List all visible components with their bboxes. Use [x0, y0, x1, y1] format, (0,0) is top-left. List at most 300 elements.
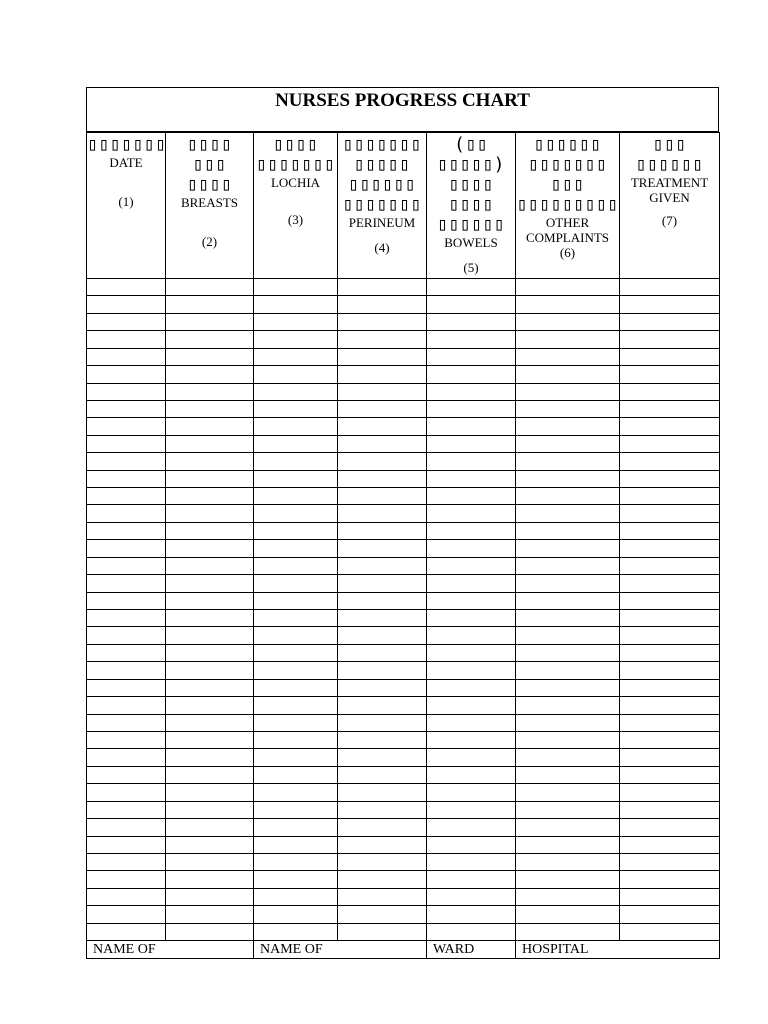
- table-row: [87, 331, 720, 348]
- entry-cell[interactable]: [87, 819, 166, 836]
- entry-cell[interactable]: [427, 348, 516, 365]
- entry-cell[interactable]: [427, 400, 516, 417]
- entry-cell[interactable]: [338, 522, 427, 539]
- entry-cell[interactable]: [620, 766, 720, 783]
- entry-cell[interactable]: [87, 644, 166, 661]
- entry-cell[interactable]: [254, 610, 338, 627]
- entry-cell[interactable]: [166, 836, 254, 853]
- table-row: [87, 296, 720, 313]
- entry-cell[interactable]: [254, 697, 338, 714]
- native-label: (▯▯ ▯▯▯▯▯) ▯▯▯▯ ▯▯▯▯ ▯▯▯▯▯▯: [436, 134, 506, 235]
- entry-cell[interactable]: [166, 522, 254, 539]
- entry-cell[interactable]: [166, 592, 254, 609]
- entry-cell[interactable]: [516, 731, 620, 748]
- entry-cell[interactable]: [620, 575, 720, 592]
- entry-cell[interactable]: [620, 400, 720, 417]
- entry-cell[interactable]: [338, 766, 427, 783]
- entry-cell[interactable]: [620, 610, 720, 627]
- entry-cell[interactable]: [254, 592, 338, 609]
- entry-cell[interactable]: [427, 435, 516, 452]
- entry-cell[interactable]: [87, 592, 166, 609]
- entry-cell[interactable]: [254, 296, 338, 313]
- entry-cell[interactable]: [87, 836, 166, 853]
- entry-cell[interactable]: [516, 610, 620, 627]
- entry-cell[interactable]: [338, 644, 427, 661]
- entry-cell[interactable]: [516, 279, 620, 296]
- table-row: [87, 313, 720, 330]
- entry-cell[interactable]: [87, 400, 166, 417]
- table-row: [87, 557, 720, 574]
- entry-cell[interactable]: [254, 853, 338, 870]
- entry-cell[interactable]: [254, 888, 338, 905]
- entry-cell[interactable]: [516, 557, 620, 574]
- entry-cell[interactable]: [516, 313, 620, 330]
- entry-cell[interactable]: [516, 888, 620, 905]
- entry-cell[interactable]: [166, 888, 254, 905]
- entry-cell[interactable]: [620, 644, 720, 661]
- entry-cell[interactable]: [427, 610, 516, 627]
- entry-cell[interactable]: [87, 383, 166, 400]
- entry-cell[interactable]: [87, 557, 166, 574]
- entry-cell[interactable]: [87, 853, 166, 870]
- entry-cell[interactable]: [254, 644, 338, 661]
- entry-cell[interactable]: [166, 923, 254, 940]
- entry-cell[interactable]: [338, 453, 427, 470]
- entry-cell[interactable]: [620, 313, 720, 330]
- entry-cell[interactable]: [620, 470, 720, 487]
- entry-cell[interactable]: [166, 400, 254, 417]
- entry-cell[interactable]: [338, 592, 427, 609]
- entry-cell[interactable]: [87, 540, 166, 557]
- entry-cell[interactable]: [166, 418, 254, 435]
- entry-cell[interactable]: [338, 279, 427, 296]
- entry-cell[interactable]: [254, 836, 338, 853]
- entry-cell[interactable]: [166, 313, 254, 330]
- entry-cell[interactable]: [427, 662, 516, 679]
- entry-cell[interactable]: [338, 557, 427, 574]
- entry-cell[interactable]: [516, 923, 620, 940]
- entry-cell[interactable]: [338, 610, 427, 627]
- entry-cell[interactable]: [87, 575, 166, 592]
- entry-cell[interactable]: [254, 366, 338, 383]
- entry-cell[interactable]: [87, 453, 166, 470]
- entry-cell[interactable]: [338, 470, 427, 487]
- entry-cell[interactable]: [620, 383, 720, 400]
- entry-cell[interactable]: [254, 488, 338, 505]
- entry-cell[interactable]: [87, 766, 166, 783]
- entry-cell[interactable]: [254, 714, 338, 731]
- entry-cell[interactable]: [427, 488, 516, 505]
- entry-cell[interactable]: [87, 871, 166, 888]
- entry-cell[interactable]: [254, 522, 338, 539]
- entry-cell[interactable]: [254, 906, 338, 923]
- entry-cell[interactable]: [254, 470, 338, 487]
- entry-cell[interactable]: [87, 923, 166, 940]
- entry-cell[interactable]: [338, 714, 427, 731]
- entry-cell[interactable]: [166, 644, 254, 661]
- entry-cell[interactable]: [254, 575, 338, 592]
- entry-cell[interactable]: [254, 505, 338, 522]
- entry-cell[interactable]: [620, 836, 720, 853]
- entry-cell[interactable]: [427, 331, 516, 348]
- entry-cell[interactable]: [338, 749, 427, 766]
- entry-cell[interactable]: [338, 313, 427, 330]
- entry-cell[interactable]: [338, 836, 427, 853]
- entry-cell[interactable]: [338, 853, 427, 870]
- entry-cell[interactable]: [427, 470, 516, 487]
- entry-cell[interactable]: [166, 906, 254, 923]
- entry-cell[interactable]: [87, 522, 166, 539]
- entry-cell[interactable]: [620, 522, 720, 539]
- entry-cell[interactable]: [427, 923, 516, 940]
- entry-cell[interactable]: [166, 435, 254, 452]
- entry-cell[interactable]: [87, 714, 166, 731]
- entry-cell[interactable]: [427, 784, 516, 801]
- entry-cell[interactable]: [516, 435, 620, 452]
- entry-cell[interactable]: [516, 331, 620, 348]
- entry-cell[interactable]: [516, 418, 620, 435]
- entry-cell[interactable]: [516, 766, 620, 783]
- entry-cell[interactable]: [427, 697, 516, 714]
- entry-cell[interactable]: [427, 383, 516, 400]
- entry-cell[interactable]: [166, 697, 254, 714]
- footer-name-of-1[interactable]: NAME OF: [87, 941, 254, 959]
- entry-cell[interactable]: [87, 749, 166, 766]
- entry-cell[interactable]: [620, 749, 720, 766]
- table-row: [87, 906, 720, 923]
- entry-cell[interactable]: [620, 731, 720, 748]
- entry-cell[interactable]: [338, 784, 427, 801]
- entry-cell[interactable]: [427, 540, 516, 557]
- entry-cell[interactable]: [427, 766, 516, 783]
- entry-cell[interactable]: [254, 923, 338, 940]
- entry-cell[interactable]: [338, 679, 427, 696]
- entry-cell[interactable]: [166, 296, 254, 313]
- entry-cell[interactable]: [87, 366, 166, 383]
- entry-cell[interactable]: [254, 784, 338, 801]
- entry-cell[interactable]: [87, 505, 166, 522]
- entry-cell[interactable]: [427, 418, 516, 435]
- entry-cell[interactable]: [516, 470, 620, 487]
- entry-cell[interactable]: [166, 505, 254, 522]
- entry-cell[interactable]: [620, 279, 720, 296]
- entry-cell[interactable]: [516, 801, 620, 818]
- table-row: [87, 749, 720, 766]
- entry-cell[interactable]: [516, 592, 620, 609]
- entry-cell[interactable]: [620, 888, 720, 905]
- entry-cell[interactable]: [338, 488, 427, 505]
- table-row: [87, 488, 720, 505]
- entry-cell[interactable]: [254, 348, 338, 365]
- entry-cell[interactable]: [166, 383, 254, 400]
- entry-cell[interactable]: [166, 331, 254, 348]
- entry-cell[interactable]: [87, 331, 166, 348]
- entry-cell[interactable]: [620, 714, 720, 731]
- entry-cell[interactable]: [87, 627, 166, 644]
- table-row: [87, 400, 720, 417]
- entry-cell[interactable]: [338, 296, 427, 313]
- entry-cell[interactable]: [427, 871, 516, 888]
- entry-cell[interactable]: [338, 540, 427, 557]
- entry-cell[interactable]: [338, 871, 427, 888]
- entry-cell[interactable]: [338, 366, 427, 383]
- entry-cell[interactable]: [166, 819, 254, 836]
- entry-cell[interactable]: [620, 697, 720, 714]
- entry-cell[interactable]: [620, 923, 720, 940]
- entry-cell[interactable]: [87, 470, 166, 487]
- entry-cell[interactable]: [166, 366, 254, 383]
- entry-cell[interactable]: [254, 627, 338, 644]
- entry-cell[interactable]: [620, 853, 720, 870]
- footer-ward[interactable]: WARD: [427, 941, 516, 959]
- entry-cell[interactable]: [254, 279, 338, 296]
- entry-cell[interactable]: [166, 784, 254, 801]
- entry-cell[interactable]: [254, 731, 338, 748]
- entry-cell[interactable]: [87, 488, 166, 505]
- entry-cell[interactable]: [620, 627, 720, 644]
- table-row: [87, 731, 720, 748]
- entry-cell[interactable]: [516, 348, 620, 365]
- entry-cell[interactable]: [427, 575, 516, 592]
- entry-cell[interactable]: [338, 435, 427, 452]
- entry-cell[interactable]: [620, 366, 720, 383]
- column-header-breasts: [166, 133, 254, 279]
- entry-cell[interactable]: [516, 749, 620, 766]
- footer-row: [87, 941, 720, 959]
- table-row: [87, 435, 720, 452]
- native-label: ▯▯▯▯▯▯ ▯▯▯▯▯▯▯ ▯▯▯ ▯▯▯▯▯▯▯▯▯: [516, 134, 619, 215]
- entry-cell[interactable]: [254, 766, 338, 783]
- page-title: NURSES PROGRESS CHART: [275, 90, 530, 111]
- entry-cell[interactable]: [427, 592, 516, 609]
- entry-cell[interactable]: [87, 697, 166, 714]
- entry-cell[interactable]: [620, 592, 720, 609]
- entry-cell[interactable]: [427, 453, 516, 470]
- column-header-bowels: [427, 133, 516, 279]
- entry-cell[interactable]: [166, 731, 254, 748]
- entry-cell[interactable]: [620, 540, 720, 557]
- entry-cell[interactable]: [427, 888, 516, 905]
- entry-cell[interactable]: [516, 662, 620, 679]
- entry-cell[interactable]: [338, 697, 427, 714]
- native-label: ▯▯▯▯▯▯▯ ▯▯▯▯▯ ▯▯▯▯▯▯ ▯▯▯▯▯▯▯: [342, 134, 422, 215]
- entry-cell[interactable]: [254, 871, 338, 888]
- entry-cell[interactable]: [87, 784, 166, 801]
- entry-cell[interactable]: [166, 662, 254, 679]
- entry-cell[interactable]: [254, 400, 338, 417]
- entry-cell[interactable]: [166, 575, 254, 592]
- table-row: [87, 714, 720, 731]
- entry-cell[interactable]: [166, 714, 254, 731]
- entry-cell[interactable]: [427, 644, 516, 661]
- entry-rows: [87, 279, 720, 941]
- entry-cell[interactable]: [620, 348, 720, 365]
- entry-cell[interactable]: [427, 296, 516, 313]
- entry-cell[interactable]: [87, 888, 166, 905]
- table-row: [87, 348, 720, 365]
- entry-cell[interactable]: [427, 557, 516, 574]
- entry-cell[interactable]: [516, 836, 620, 853]
- entry-cell[interactable]: [620, 819, 720, 836]
- entry-cell[interactable]: [166, 679, 254, 696]
- table-row: [87, 418, 720, 435]
- entry-cell[interactable]: [620, 662, 720, 679]
- entry-cell[interactable]: [427, 749, 516, 766]
- entry-cell[interactable]: [254, 749, 338, 766]
- entry-cell[interactable]: [516, 644, 620, 661]
- entry-cell[interactable]: [254, 819, 338, 836]
- entry-cell[interactable]: [338, 906, 427, 923]
- entry-cell[interactable]: [516, 627, 620, 644]
- entry-cell[interactable]: [254, 383, 338, 400]
- entry-cell[interactable]: [516, 522, 620, 539]
- entry-cell[interactable]: [620, 296, 720, 313]
- entry-cell[interactable]: [516, 853, 620, 870]
- entry-cell[interactable]: [516, 819, 620, 836]
- entry-cell[interactable]: [338, 400, 427, 417]
- entry-cell[interactable]: [620, 453, 720, 470]
- entry-cell[interactable]: [516, 784, 620, 801]
- entry-cell[interactable]: [87, 906, 166, 923]
- entry-cell[interactable]: [166, 470, 254, 487]
- entry-cell[interactable]: [338, 888, 427, 905]
- column-number: (2): [201, 234, 218, 249]
- entry-cell[interactable]: [87, 662, 166, 679]
- entry-cell[interactable]: [87, 296, 166, 313]
- table-row: [87, 627, 720, 644]
- entry-cell[interactable]: [338, 923, 427, 940]
- entry-cell[interactable]: [338, 383, 427, 400]
- entry-cell[interactable]: [338, 331, 427, 348]
- entry-cell[interactable]: [87, 279, 166, 296]
- entry-cell[interactable]: [338, 348, 427, 365]
- entry-cell[interactable]: [427, 714, 516, 731]
- entry-cell[interactable]: [338, 662, 427, 679]
- entry-cell[interactable]: [427, 819, 516, 836]
- entry-cell[interactable]: [338, 418, 427, 435]
- entry-cell[interactable]: [427, 279, 516, 296]
- entry-cell[interactable]: [254, 313, 338, 330]
- entry-cell[interactable]: [620, 435, 720, 452]
- entry-cell[interactable]: [254, 453, 338, 470]
- entry-cell[interactable]: [620, 505, 720, 522]
- entry-cell[interactable]: [516, 871, 620, 888]
- entry-cell[interactable]: [254, 679, 338, 696]
- entry-cell[interactable]: [516, 296, 620, 313]
- entry-cell[interactable]: [427, 313, 516, 330]
- entry-cell[interactable]: [166, 348, 254, 365]
- entry-cell[interactable]: [166, 801, 254, 818]
- entry-cell[interactable]: [516, 697, 620, 714]
- entry-cell[interactable]: [254, 801, 338, 818]
- entry-cell[interactable]: [254, 331, 338, 348]
- column-number: (4): [374, 240, 390, 255]
- footer-hospital[interactable]: HOSPITAL: [516, 941, 720, 959]
- entry-cell[interactable]: [516, 679, 620, 696]
- entry-cell[interactable]: [166, 279, 254, 296]
- entry-cell[interactable]: [166, 453, 254, 470]
- entry-cell[interactable]: [166, 540, 254, 557]
- entry-cell[interactable]: [87, 313, 166, 330]
- entry-cell[interactable]: [338, 627, 427, 644]
- entry-cell[interactable]: [338, 801, 427, 818]
- entry-cell[interactable]: [516, 366, 620, 383]
- entry-cell[interactable]: [338, 505, 427, 522]
- entry-cell[interactable]: [516, 453, 620, 470]
- entry-cell[interactable]: [620, 801, 720, 818]
- entry-cell[interactable]: [620, 679, 720, 696]
- entry-cell[interactable]: [338, 819, 427, 836]
- column-number: (5): [463, 260, 479, 275]
- entry-cell[interactable]: [620, 784, 720, 801]
- entry-cell[interactable]: [620, 871, 720, 888]
- entry-cell[interactable]: [516, 488, 620, 505]
- entry-cell[interactable]: [427, 801, 516, 818]
- entry-cell[interactable]: [427, 853, 516, 870]
- table-row: [87, 766, 720, 783]
- entry-cell[interactable]: [516, 540, 620, 557]
- entry-cell[interactable]: [620, 488, 720, 505]
- entry-cell[interactable]: [254, 435, 338, 452]
- entry-cell[interactable]: [166, 488, 254, 505]
- entry-cell[interactable]: [166, 627, 254, 644]
- entry-cell[interactable]: [87, 418, 166, 435]
- entry-cell[interactable]: [166, 871, 254, 888]
- entry-cell[interactable]: [166, 610, 254, 627]
- entry-cell[interactable]: [427, 836, 516, 853]
- entry-cell[interactable]: [516, 383, 620, 400]
- entry-cell[interactable]: [427, 522, 516, 539]
- entry-cell[interactable]: [87, 731, 166, 748]
- entry-cell[interactable]: [166, 853, 254, 870]
- entry-cell[interactable]: [166, 766, 254, 783]
- entry-cell[interactable]: [87, 679, 166, 696]
- entry-cell[interactable]: [427, 366, 516, 383]
- footer-name-of-2[interactable]: NAME OF: [254, 941, 427, 959]
- table-row: [87, 784, 720, 801]
- entry-cell[interactable]: [166, 749, 254, 766]
- native-label: ▯▯▯ ▯▯▯▯▯▯: [635, 134, 704, 175]
- entry-cell[interactable]: [87, 348, 166, 365]
- entry-cell[interactable]: [427, 906, 516, 923]
- entry-cell[interactable]: [620, 331, 720, 348]
- entry-cell[interactable]: [87, 801, 166, 818]
- entry-cell[interactable]: [427, 731, 516, 748]
- entry-cell[interactable]: [516, 400, 620, 417]
- entry-cell[interactable]: [620, 906, 720, 923]
- entry-cell[interactable]: [338, 575, 427, 592]
- entry-cell[interactable]: [427, 627, 516, 644]
- entry-cell[interactable]: [254, 540, 338, 557]
- entry-cell[interactable]: [254, 557, 338, 574]
- entry-cell[interactable]: [427, 505, 516, 522]
- column-number: (1): [118, 194, 134, 209]
- entry-cell[interactable]: [620, 418, 720, 435]
- entry-cell[interactable]: [254, 418, 338, 435]
- entry-cell[interactable]: [516, 906, 620, 923]
- entry-cell[interactable]: [516, 575, 620, 592]
- entry-cell[interactable]: [427, 679, 516, 696]
- entry-cell[interactable]: [516, 505, 620, 522]
- entry-cell[interactable]: [87, 610, 166, 627]
- entry-cell[interactable]: [166, 557, 254, 574]
- entry-cell[interactable]: [620, 557, 720, 574]
- entry-cell[interactable]: [87, 435, 166, 452]
- table-row: [87, 610, 720, 627]
- entry-cell[interactable]: [338, 731, 427, 748]
- entry-cell[interactable]: [254, 662, 338, 679]
- entry-cell[interactable]: [516, 714, 620, 731]
